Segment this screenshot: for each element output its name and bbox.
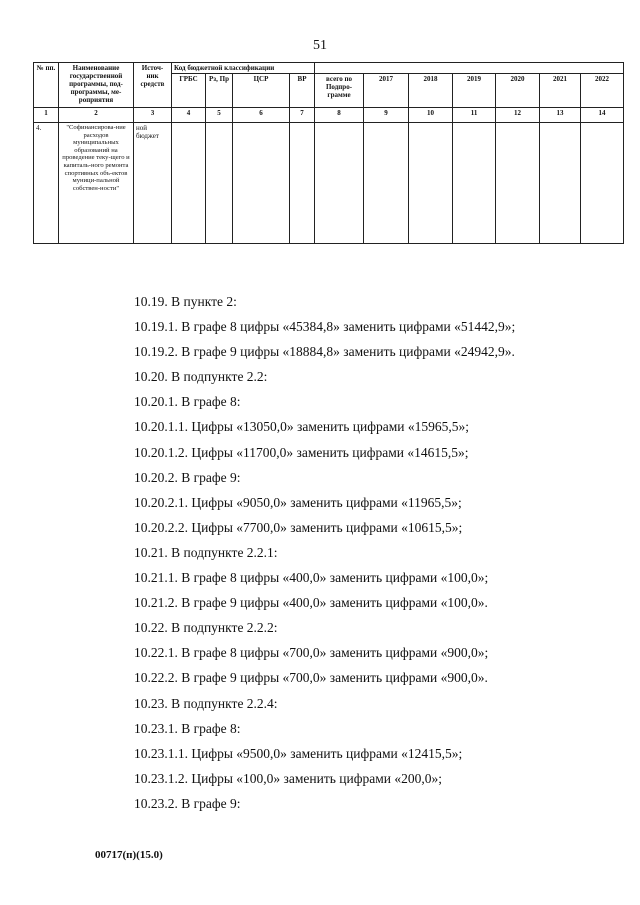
- page-number: 51: [313, 38, 327, 53]
- header-2020: 2020: [496, 74, 540, 108]
- column-number: 3: [134, 108, 172, 123]
- empty-cell: [290, 123, 315, 244]
- empty-cell: [364, 123, 409, 244]
- header-2021: 2021: [540, 74, 581, 108]
- header-2018: 2018: [409, 74, 453, 108]
- text-line: 10.20.2.1. Цифры «9050,0» заменить цифрами «11965,5»;: [134, 494, 462, 510]
- column-number: 6: [233, 108, 290, 123]
- header-2017: 2017: [364, 74, 409, 108]
- header-blank: [315, 63, 624, 74]
- column-number: 4: [172, 108, 206, 123]
- text-line: 10.20.2.2. Цифры «7700,0» заменить цифрами «10615,5»;: [134, 519, 463, 535]
- empty-cell: [409, 123, 453, 244]
- text-line: 10.20.1. В графе 8:: [134, 394, 241, 410]
- row-source: ной бюджет: [134, 123, 172, 244]
- text-line: 10.22.2. В графе 9 цифры «700,0» заменить цифрами «900,0».: [134, 670, 488, 686]
- column-number: 8: [315, 108, 364, 123]
- column-number: 14: [581, 108, 624, 123]
- header-vr: ВР: [290, 74, 315, 108]
- text-line: 10.21.1. В графе 8 цифры «400,0» заменить цифрами «100,0»;: [134, 570, 489, 586]
- text-line: 10.23. В подпункте 2.2.4:: [134, 695, 278, 711]
- empty-cell: [172, 123, 206, 244]
- column-number: 9: [364, 108, 409, 123]
- empty-cell: [496, 123, 540, 244]
- text-line: 10.20.1.2. Цифры «11700,0» заменить цифрами «14615,5»;: [134, 444, 469, 460]
- empty-cell: [581, 123, 624, 244]
- text-line: 10.23.1.2. Цифры «100,0» заменить цифрами «200,0»;: [134, 770, 442, 786]
- header-total: всего по Подпро-грамме: [315, 74, 364, 108]
- amendment-text: [134, 292, 614, 819]
- empty-cell: [453, 123, 496, 244]
- text-line: 10.20.2. В графе 9:: [134, 469, 241, 485]
- header-csr: ЦСР: [233, 74, 290, 108]
- header-code-group: Код бюджетной классификации: [172, 63, 315, 74]
- text-line: 10.21.2. В графе 9 цифры «400,0» заменить цифрами «100,0».: [134, 595, 488, 611]
- header-2022: 2022: [581, 74, 624, 108]
- header-row-1: [34, 63, 624, 74]
- header-source: Источ-ник средств: [134, 63, 172, 108]
- text-line: 10.22.1. В графе 8 цифры «700,0» заменить цифрами «900,0»;: [134, 645, 489, 661]
- text-line: 10.22. В подпункте 2.2.2:: [134, 620, 278, 636]
- column-number: 5: [206, 108, 233, 123]
- column-number: 11: [453, 108, 496, 123]
- text-line: 10.19. В пункте 2:: [134, 294, 237, 309]
- column-number: 7: [290, 108, 315, 123]
- text-line: 10.23.2. В графе 9:: [134, 795, 241, 811]
- empty-cell: [540, 123, 581, 244]
- table-row: [34, 123, 624, 244]
- column-number: 2: [59, 108, 134, 123]
- column-number: 13: [540, 108, 581, 123]
- text-line: 10.23.1.1. Цифры «9500,0» заменить цифрами «12415,5»;: [134, 745, 463, 761]
- text-line: 10.20. В подпункте 2.2:: [134, 369, 268, 385]
- text-line: 10.21. В подпункте 2.2.1:: [134, 544, 278, 560]
- column-number: 1: [34, 108, 59, 123]
- text-line: 10.20.1.1. Цифры «13050,0» заменить цифрами «15965,5»;: [134, 419, 469, 435]
- header-name: Наименование государственной программы, под-программы, ме-роприятия: [59, 63, 134, 108]
- document-code: 00717(п)(15.0): [95, 849, 163, 861]
- text-line: 10.19.1. В графе 8 цифры «45384,8» заменить цифрами «51442,9»;: [134, 319, 516, 335]
- row-name: "Софинансирова-ние расходов муниципальных образований на проведение теку-щего и капиталь-ного ремонта спортивных объ-ектов муници-пальной собствен-ности": [59, 123, 134, 244]
- header-num: № пп.: [34, 63, 59, 108]
- empty-cell: [233, 123, 290, 244]
- header-2019: 2019: [453, 74, 496, 108]
- column-number: 10: [409, 108, 453, 123]
- budget-table: [33, 62, 624, 244]
- header-rz-pr: Рз, Пр: [206, 74, 233, 108]
- empty-cell: [206, 123, 233, 244]
- header-grbs: ГРБС: [172, 74, 206, 108]
- text-line: 10.19.2. В графе 9 цифры «18884,8» заменить цифрами «24942,9».: [134, 344, 515, 360]
- column-number: 12: [496, 108, 540, 123]
- empty-cell: [315, 123, 364, 244]
- row-num: 4.: [34, 123, 59, 244]
- text-line: 10.23.1. В графе 8:: [134, 720, 241, 736]
- column-number-row: [34, 108, 624, 123]
